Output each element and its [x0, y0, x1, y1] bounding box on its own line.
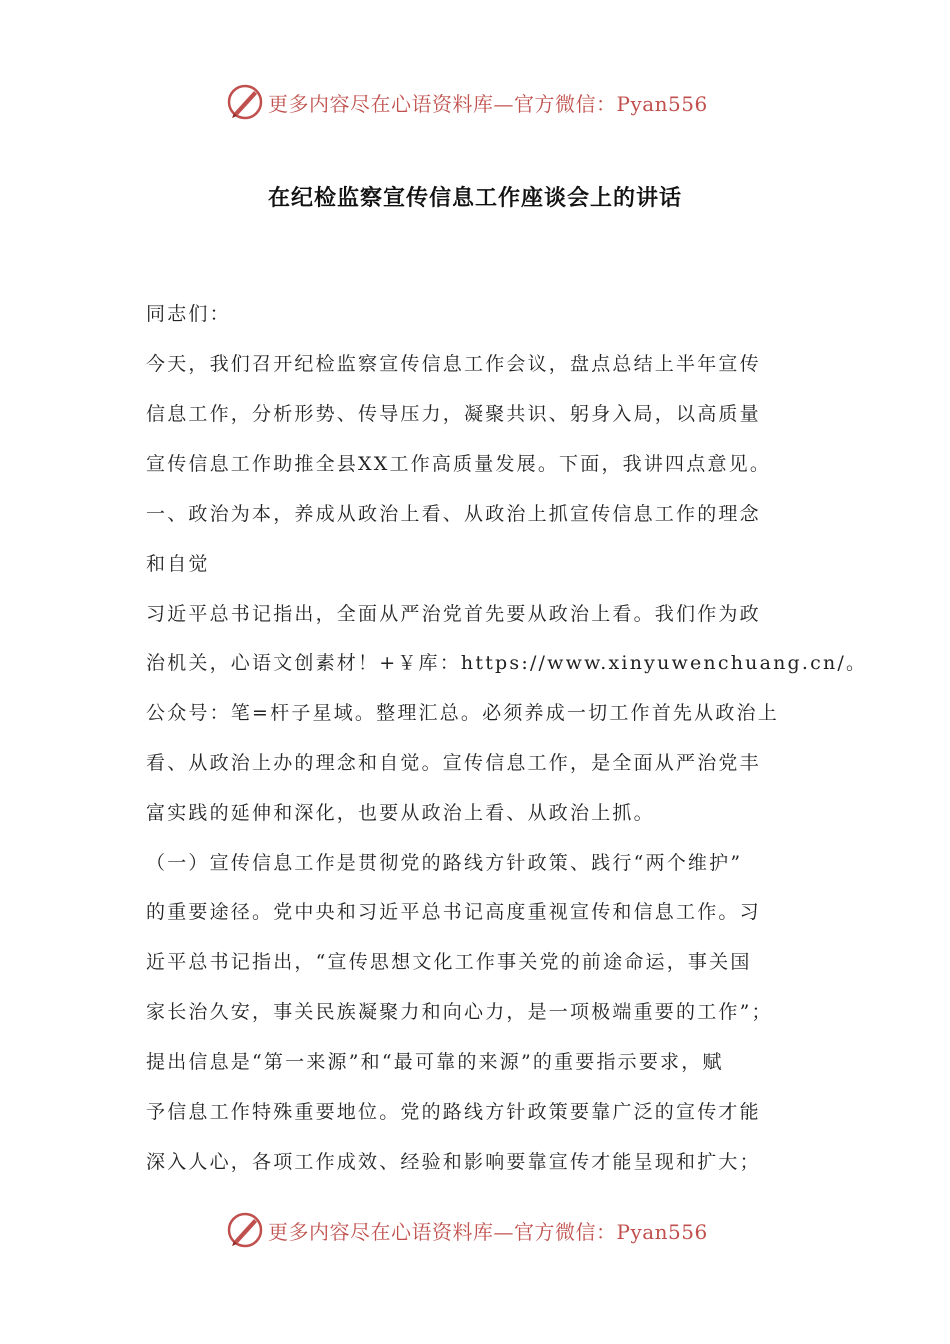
- body-line: （一）宣传信息工作是贯彻党的路线方针政策、践行“两个维护”: [146, 852, 743, 874]
- body-line: 深入人心，各项工作成效、经验和影响要靠宣传才能呈现和扩大；: [146, 1151, 761, 1173]
- body-line: 家长治久安，事关民族凝聚力和向心力，是一项极端重要的工作”；: [146, 1001, 773, 1023]
- footer-watermark-banner: [226, 1210, 708, 1250]
- body-line: 习近平总书记指出，全面从严治党首先要从政治上看。我们作为政: [146, 603, 761, 625]
- body-line-link: 治机关，心语文创素材！+￥库：https://www.xinyuwenchuang.cn/。: [146, 652, 868, 674]
- body-line: 公众号：笔=杆子星域。整理汇总。必须养成一切工作首先从政治上: [146, 702, 779, 724]
- body-line: 提出信息是“第一来源”和“最可靠的来源”的重要指示要求，赋: [146, 1051, 724, 1073]
- pen-logo-icon: [226, 83, 264, 121]
- body-line: 同志们：: [146, 303, 231, 325]
- banner-text: 更多内容尽在心语资料库—官方微信：Pyan556: [268, 91, 708, 116]
- body-line: 予信息工作特殊重要地位。党的路线方针政策要靠广泛的宣传才能: [146, 1101, 761, 1123]
- document-title: 在纪检监察宣传信息工作座谈会上的讲话: [267, 185, 682, 211]
- body-line: 看、从政治上办的理念和自觉。宣传信息工作，是全面从严治党丰: [146, 752, 761, 774]
- header-watermark-banner: [226, 82, 708, 122]
- banner-text: 更多内容尽在心语资料库—官方微信：Pyan556: [268, 1219, 708, 1244]
- pen-logo-icon: [226, 1211, 264, 1249]
- body-line: 和自觉: [146, 553, 210, 575]
- body-line: 近平总书记指出，“宣传思想文化工作事关党的前途命运，事关国: [146, 951, 752, 973]
- body-line: 宣传信息工作助推全县XX工作高质量发展。下面，我讲四点意见。: [146, 453, 772, 475]
- body-line: 一、政治为本，养成从政治上看、从政治上抓宣传信息工作的理念: [146, 503, 761, 525]
- body-line: 信息工作，分析形势、传导压力，凝聚共识、躬身入局，以高质量: [146, 403, 761, 425]
- body-line: 富实践的延伸和深化，也要从政治上看、从政治上抓。: [146, 802, 655, 824]
- body-line: 今天，我们召开纪检监察宣传信息工作会议，盘点总结上半年宣传: [146, 353, 761, 375]
- body-line: 的重要途径。党中央和习近平总书记高度重视宣传和信息工作。习: [146, 901, 761, 923]
